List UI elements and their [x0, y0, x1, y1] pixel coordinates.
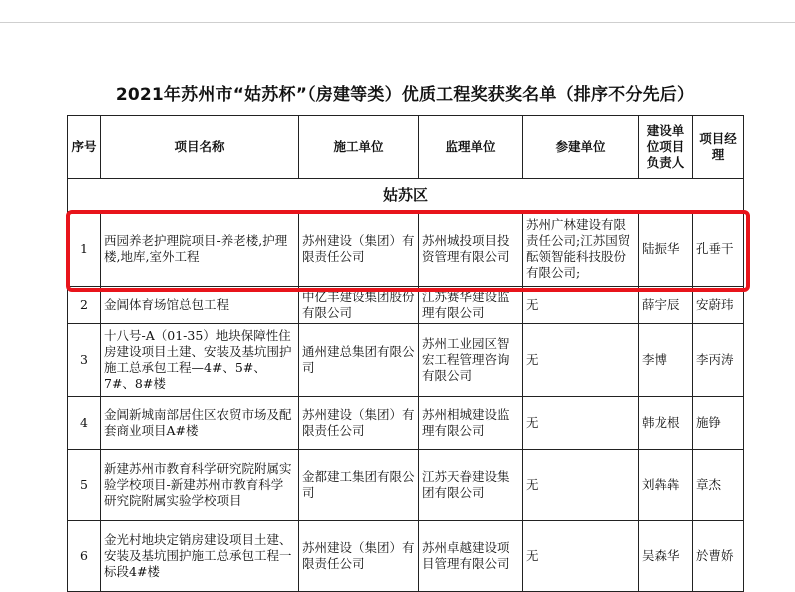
cell-no: 5: [68, 450, 101, 521]
cell-manager: 安蔚玮: [693, 287, 744, 324]
cell-participant: 无: [523, 397, 639, 450]
cell-builder: 苏州建设（集团）有限责任公司: [299, 397, 419, 450]
cell-supervisor: 苏州工业园区智宏工程管理咨询有限公司: [419, 324, 523, 397]
table-row: [68, 397, 744, 450]
cell-no: 2: [68, 287, 101, 324]
header-supervisor: 监理单位: [419, 116, 523, 179]
cell-project: 金阊体育场馆总包工程: [101, 287, 299, 324]
cell-participant: 无: [523, 450, 639, 521]
cell-participant: 无: [523, 324, 639, 397]
cell-builder: 中亿丰建设集团股份有限公司: [299, 287, 419, 324]
cell-supervisor: 苏州城投项目投资管理有限公司: [419, 212, 523, 287]
cell-participant: 无: [523, 287, 639, 324]
cell-manager: 章杰: [693, 450, 744, 521]
cell-project: 西园养老护理院项目-养老楼,护理楼,地库,室外工程: [101, 212, 299, 287]
cell-builder: 金都建工集团有限公司: [299, 450, 419, 521]
cell-owner-lead: 刘犇犇: [639, 450, 693, 521]
cell-project: 新建苏州市教育科学研究院附属实验学校项目-新建苏州市教育科学研究院附属实验学校项目: [101, 450, 299, 521]
cell-no: 3: [68, 324, 101, 397]
cell-manager: 於曹娇: [693, 521, 744, 592]
cell-supervisor: 江苏赛华建设监理有限公司: [419, 287, 523, 324]
header-owner-lead: 建设单位项目负责人: [639, 116, 693, 179]
header-builder: 施工单位: [299, 116, 419, 179]
cell-supervisor: 苏州相城建设监理有限公司: [419, 397, 523, 450]
cell-owner-lead: 吴森华: [639, 521, 693, 592]
cell-project: 金阊新城南部居住区农贸市场及配套商业项目A#楼: [101, 397, 299, 450]
header-participant: 参建单位: [523, 116, 639, 179]
district-label: 姑苏区: [68, 179, 744, 212]
cell-project: 金光村地块定销房建设项目土建、安装及基坑围护施工总承包工程一标段4#楼: [101, 521, 299, 592]
district-row: [68, 179, 744, 212]
table-row: [68, 212, 744, 287]
award-table: [67, 115, 744, 592]
cell-manager: 李丙涛: [693, 324, 744, 397]
cell-supervisor: 苏州卓越建设项目管理有限公司: [419, 521, 523, 592]
viewer-top-bar: [0, 0, 795, 23]
table-row: [68, 521, 744, 592]
cell-no: 6: [68, 521, 101, 592]
cell-owner-lead: 薛宇辰: [639, 287, 693, 324]
cell-manager: 施铮: [693, 397, 744, 450]
table-header-row: [68, 116, 744, 179]
header-no: 序号: [68, 116, 101, 179]
cell-manager: 孔垂干: [693, 212, 744, 287]
cell-owner-lead: 李博: [639, 324, 693, 397]
cell-supervisor: 江苏天眷建设集团有限公司: [419, 450, 523, 521]
cell-project: 十八号-A（01-35）地块保障性住房建设项目土建、安装及基坑围护施工总承包工程—4#、5#、7#、8#楼: [101, 324, 299, 397]
cell-builder: 苏州建设（集团）有限责任公司: [299, 212, 419, 287]
cell-participant: 苏州广林建设有限责任公司;江苏国贸酝领智能科技股份有限公司;: [523, 212, 639, 287]
header-manager: 项目经理: [693, 116, 744, 179]
document-title: 2021年苏州市“姑苏杯”（房建等类）优质工程奖获奖名单（排序不分先后）: [115, 85, 695, 105]
cell-builder: 苏州建设（集团）有限责任公司: [299, 521, 419, 592]
table-row: [68, 450, 744, 521]
cell-no: 1: [68, 212, 101, 287]
cell-no: 4: [68, 397, 101, 450]
header-project: 项目名称: [101, 116, 299, 179]
cell-participant: 无: [523, 521, 639, 592]
cell-owner-lead: 韩龙根: [639, 397, 693, 450]
cell-owner-lead: 陆振华: [639, 212, 693, 287]
table-row: [68, 287, 744, 324]
table-row: [68, 324, 744, 397]
cell-builder: 通州建总集团有限公司: [299, 324, 419, 397]
